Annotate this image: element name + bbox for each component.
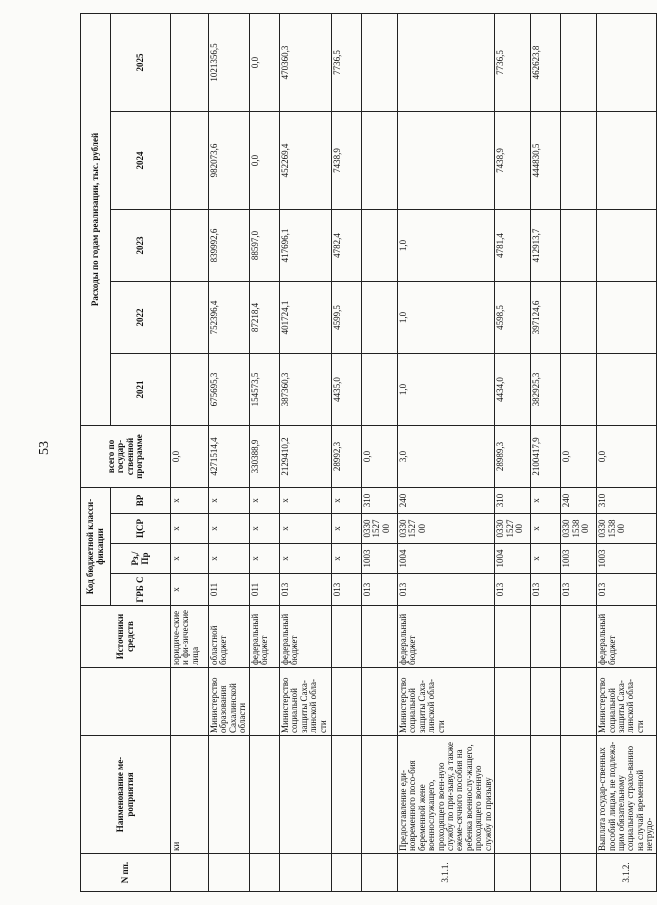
row-val-2023 — [171, 209, 209, 281]
row-rzpr: 1004 — [495, 544, 531, 574]
row-name — [561, 736, 597, 854]
row-grbs: 013 — [361, 574, 397, 606]
row-val-2023 — [361, 209, 397, 281]
row-csr: x — [171, 514, 209, 544]
row-vr: x — [331, 487, 361, 513]
header-expenses-group: Расходы по годам реализации, тыс. рублей — [81, 13, 111, 425]
row-val-2021: 382925,3 — [531, 353, 561, 425]
row-val-2024 — [361, 111, 397, 209]
row-val-2024 — [561, 111, 597, 209]
row-val-2022: 401724,1 — [279, 281, 331, 353]
row-executor — [249, 668, 279, 736]
table-row — [171, 13, 209, 891]
row-vr: 240 — [561, 487, 597, 513]
header-year-2021: 2021 — [111, 353, 171, 425]
row-grbs: 011 — [249, 574, 279, 606]
header-year-2025: 2025 — [111, 13, 171, 111]
row-csr: x — [209, 514, 250, 544]
row-val-2024 — [597, 111, 657, 209]
table-row — [597, 13, 657, 891]
row-total: 2129410,2 — [279, 425, 331, 487]
row-source: федеральный бюджет — [249, 606, 279, 668]
row-executor: Министерство социальной защиты Саха-линской обла-сти — [279, 668, 331, 736]
row-executor — [495, 668, 531, 736]
row-source — [361, 606, 397, 668]
row-csr: x — [331, 514, 361, 544]
table-row — [561, 13, 597, 891]
row-val-2023 — [597, 209, 657, 281]
header-total: всего по государ-ственной программе — [81, 425, 171, 487]
row-grbs: x — [171, 574, 209, 606]
row-executor — [331, 668, 361, 736]
row-grbs: 013 — [495, 574, 531, 606]
row-name — [331, 736, 361, 854]
row-val-2021: 387360,3 — [279, 353, 331, 425]
row-val-2021: 4435,0 — [331, 353, 361, 425]
row-val-2022 — [597, 281, 657, 353]
row-source: федеральный бюджет — [597, 606, 657, 668]
row-val-2022 — [171, 281, 209, 353]
row-val-2022: 1,0 — [397, 281, 494, 353]
row-val-2023: 417696,1 — [279, 209, 331, 281]
row-source: федеральный бюджет — [397, 606, 494, 668]
row-total: 28992,3 — [331, 425, 361, 487]
row-val-2023: 839992,6 — [209, 209, 250, 281]
row-val-2023 — [561, 209, 597, 281]
row-csr: 0330 1527 00 — [361, 514, 397, 544]
row-total: 0,0 — [561, 425, 597, 487]
row-val-2025 — [171, 13, 209, 111]
row-val-2024 — [397, 111, 494, 209]
row-csr: x — [279, 514, 331, 544]
row-val-2021 — [597, 353, 657, 425]
row-num — [279, 854, 331, 892]
row-val-2022: 4598,5 — [495, 281, 531, 353]
row-val-2021 — [171, 353, 209, 425]
row-name: Предоставление еди-новременного посо-бия беременной жене военнослужащего, проходящего воен-ную службу по при-зыву, а также ежеме-сячного пособия на ребенка военнослу-жащего, проходящего военную службу по призыву — [397, 736, 494, 854]
row-val-2025 — [597, 13, 657, 111]
row-source — [561, 606, 597, 668]
row-rzpr: 1004 — [397, 544, 494, 574]
row-source: федеральный бюджет — [279, 606, 331, 668]
row-num — [361, 854, 397, 892]
row-name: Выплата государ-ственных пособий лицам, не подлежа-щим обязательному социальному страхо-ванию на случай временной нетрудо- — [597, 736, 657, 854]
row-vr: x — [171, 487, 209, 513]
row-val-2025: 1021356,5 — [209, 13, 250, 111]
header-name: Наименование ме-роприятия — [81, 736, 171, 854]
row-val-2022: 4599,5 — [331, 281, 361, 353]
table-row — [249, 13, 279, 891]
row-name — [495, 736, 531, 854]
row-rzpr: 1003 — [361, 544, 397, 574]
row-name — [361, 736, 397, 854]
row-vr: 310 — [597, 487, 657, 513]
row-name: ки — [171, 736, 209, 854]
page-number: 53 — [37, 441, 52, 455]
row-total: 4271514,4 — [209, 425, 250, 487]
table-row — [361, 13, 397, 891]
row-val-2023: 4782,4 — [331, 209, 361, 281]
table-row — [331, 13, 361, 891]
row-num — [171, 854, 209, 892]
row-val-2025: 7736,5 — [495, 13, 531, 111]
row-total: 0,0 — [171, 425, 209, 487]
table-row — [495, 13, 531, 891]
row-total: 330388,9 — [249, 425, 279, 487]
row-grbs: 013 — [331, 574, 361, 606]
row-val-2023: 412913,7 — [531, 209, 561, 281]
header-sources: Источники средств — [81, 606, 171, 668]
header-vr: ВР — [111, 487, 171, 513]
row-executor: Министерство образования Сахалинской области — [209, 668, 250, 736]
table-row — [397, 13, 494, 891]
row-num — [495, 854, 531, 892]
table-row — [279, 13, 331, 891]
header-num: N пп. — [81, 854, 171, 892]
header-year-2024: 2024 — [111, 111, 171, 209]
row-csr: 0330 1527 00 — [495, 514, 531, 544]
row-grbs: 013 — [397, 574, 494, 606]
row-val-2024: 7438,9 — [331, 111, 361, 209]
row-source — [331, 606, 361, 668]
row-val-2025 — [361, 13, 397, 111]
row-rzpr: x — [279, 544, 331, 574]
row-vr: x — [249, 487, 279, 513]
row-grbs: 013 — [531, 574, 561, 606]
row-num — [249, 854, 279, 892]
row-val-2023: 4781,4 — [495, 209, 531, 281]
row-grbs: 011 — [209, 574, 250, 606]
row-executor — [561, 668, 597, 736]
row-grbs: 013 — [561, 574, 597, 606]
budget-table — [80, 13, 657, 892]
row-val-2023: 1,0 — [397, 209, 494, 281]
table-row — [531, 13, 561, 891]
header-code-group: Код бюджетной класси-фикации — [81, 487, 111, 605]
row-val-2023: 88597,0 — [249, 209, 279, 281]
row-vr: x — [279, 487, 331, 513]
row-rzpr: 1003 — [561, 544, 597, 574]
row-csr: 0330 1527 00 — [397, 514, 494, 544]
row-val-2025: 470360,3 — [279, 13, 331, 111]
row-source — [495, 606, 531, 668]
row-source: юридиче-ские и фи-зические лица — [171, 606, 209, 668]
row-val-2024: 982073,6 — [209, 111, 250, 209]
row-val-2021: 4434,0 — [495, 353, 531, 425]
row-val-2025 — [561, 13, 597, 111]
row-val-2024: 452269,4 — [279, 111, 331, 209]
row-rzpr: 1003 — [597, 544, 657, 574]
header-year-2022: 2022 — [111, 281, 171, 353]
row-val-2021 — [561, 353, 597, 425]
row-rzpr: x — [209, 544, 250, 574]
row-name — [209, 736, 250, 854]
row-rzpr: x — [171, 544, 209, 574]
row-num — [531, 854, 561, 892]
row-vr: 310 — [495, 487, 531, 513]
row-vr: x — [209, 487, 250, 513]
row-val-2021: 1,0 — [397, 353, 494, 425]
header-year-2023: 2023 — [111, 209, 171, 281]
row-source: областной бюджет — [209, 606, 250, 668]
row-name — [249, 736, 279, 854]
row-val-2024: 444830,5 — [531, 111, 561, 209]
row-num — [331, 854, 361, 892]
row-total: 28989,3 — [495, 425, 531, 487]
row-num — [561, 854, 597, 892]
rotated-table-container — [80, 14, 655, 892]
row-total: 0,0 — [361, 425, 397, 487]
row-executor — [531, 668, 561, 736]
row-val-2024: 0,0 — [249, 111, 279, 209]
row-val-2024 — [171, 111, 209, 209]
row-executor — [171, 668, 209, 736]
row-val-2025 — [397, 13, 494, 111]
row-vr: 310 — [361, 487, 397, 513]
row-val-2022 — [561, 281, 597, 353]
row-name — [531, 736, 561, 854]
row-csr: x — [531, 514, 561, 544]
header-grbs: ГРБ С — [111, 574, 171, 606]
row-executor: Министерство социальной защиты Саха-линской обла-сти — [397, 668, 494, 736]
header-executor — [81, 668, 171, 736]
row-val-2025: 462623,8 — [531, 13, 561, 111]
row-total: 3,0 — [397, 425, 494, 487]
row-vr: x — [531, 487, 561, 513]
row-val-2022: 397124,6 — [531, 281, 561, 353]
row-num: 3.1.2. — [597, 854, 657, 892]
row-rzpr: x — [249, 544, 279, 574]
row-val-2021: 675695,3 — [209, 353, 250, 425]
row-grbs: 013 — [279, 574, 331, 606]
row-rzpr: x — [531, 544, 561, 574]
row-total: 0,0 — [597, 425, 657, 487]
row-grbs: 013 — [597, 574, 657, 606]
row-val-2024: 7438,9 — [495, 111, 531, 209]
row-val-2025: 0,0 — [249, 13, 279, 111]
header-rzpr: Рз,/ Пр — [111, 544, 171, 574]
row-name — [279, 736, 331, 854]
row-rzpr: x — [331, 544, 361, 574]
row-val-2022: 752396,4 — [209, 281, 250, 353]
row-csr: x — [249, 514, 279, 544]
row-val-2022: 87218,4 — [249, 281, 279, 353]
header-csr: ЦСР — [111, 514, 171, 544]
row-num: 3.1.1. — [397, 854, 494, 892]
row-executor: Министерство социальной защиты Саха-линской обла-сти — [597, 668, 657, 736]
row-csr: 0330 1538 00 — [561, 514, 597, 544]
row-executor — [361, 668, 397, 736]
row-val-2022 — [361, 281, 397, 353]
row-source — [531, 606, 561, 668]
row-vr: 240 — [397, 487, 494, 513]
row-total: 2100417,9 — [531, 425, 561, 487]
table-row — [209, 13, 250, 891]
row-csr: 0330 1538 00 — [597, 514, 657, 544]
row-num — [209, 854, 250, 892]
row-val-2021 — [361, 353, 397, 425]
row-val-2021: 154573,5 — [249, 353, 279, 425]
row-val-2025: 7736,5 — [331, 13, 361, 111]
